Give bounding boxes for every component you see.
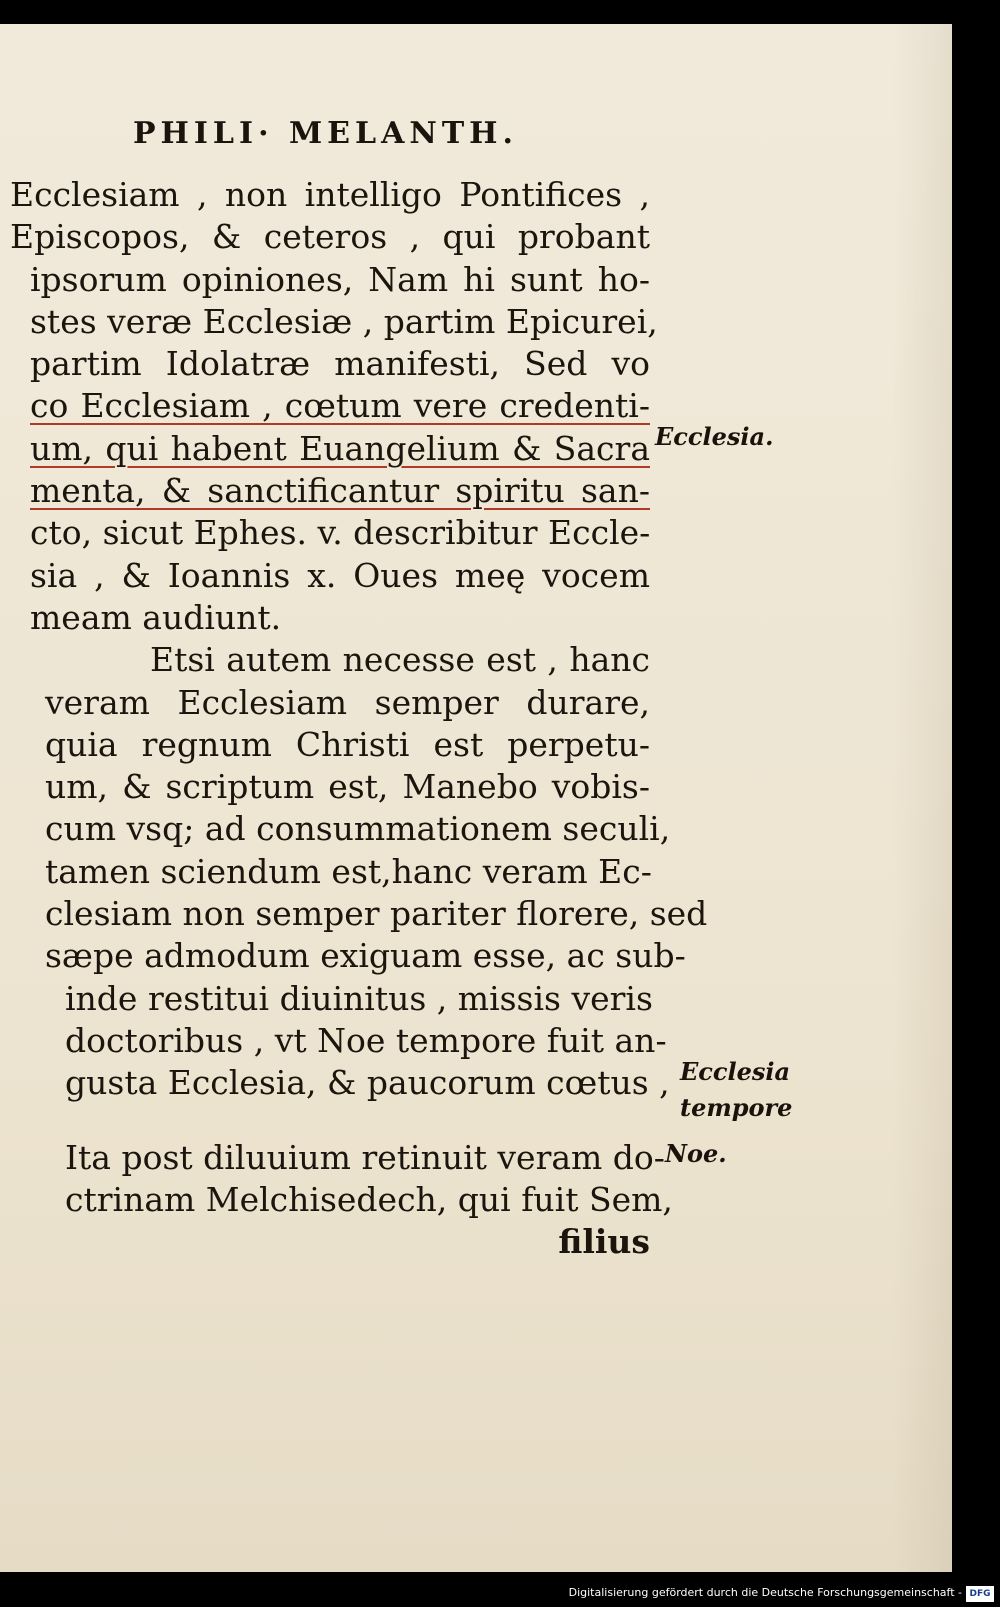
funding-credit: Digitalisierung gefördert durch die Deutsche Forschungsgemeinschaft -	[568, 1586, 962, 1599]
text-line: meam audiunt.	[30, 597, 282, 637]
dfg-logo: DFG	[966, 1586, 994, 1602]
text-line-underlined: co Ecclesiam , cœtum vere credenti-	[30, 386, 650, 426]
text-line: veram Ecclesiam semper durare,	[45, 682, 650, 722]
text-line: inde restitui diuinitus , missis veris	[65, 978, 653, 1018]
text-line: cum vsq; ad consummationem seculi,	[45, 809, 671, 849]
body-text	[10, 174, 708, 1263]
text-line-underlined: menta, & sanctificantur spiritu san-	[30, 471, 650, 511]
text-line: gusta Ecclesia, & paucorum cœtus ,	[65, 1063, 670, 1103]
text-line: Episcopos, & ceteros , qui probant	[10, 217, 650, 257]
text-line: sæpe admodum exiguam esse, ac sub-	[45, 936, 686, 976]
text-line: tamen sciendum est,hanc veram Ec-	[45, 851, 652, 891]
text-line: partim Idolatræ manifesti, Sed vo	[30, 344, 650, 384]
running-head: PHILI· MELANTH.	[133, 116, 518, 151]
text-line: cto, sicut Ephes. v. describitur Eccle-	[30, 513, 651, 553]
text-line: um, & scriptum est, Manebo vobis-	[45, 767, 650, 807]
marginal-note: Noe.	[665, 1139, 727, 1168]
marginal-note: Ecclesia	[680, 1057, 791, 1086]
text-line: quia regnum Christi est perpetu-	[45, 724, 650, 764]
text-line: Ecclesiam , non intelligo Pontifices ,	[10, 175, 650, 214]
text-line: sia , & Ioannis x. Oues meę vocem	[30, 555, 650, 595]
text-line: ipsorum opiniones, Nam hi sunt ho-	[30, 259, 650, 299]
text-line-underlined: um, qui habent Euangelium & Sacra	[30, 428, 650, 468]
text-line: ctrinam Melchisedech, qui fuit Sem,	[65, 1179, 673, 1219]
book-page	[0, 24, 952, 1572]
text-line: doctoribus , vt Noe tempore fuit an-	[65, 1020, 667, 1060]
text-line: Ita post diluuium retinuit veram do-	[65, 1137, 665, 1177]
text-line: Etsi autem necesse est , hanc	[150, 640, 650, 680]
marginal-note: Ecclesia.	[655, 422, 774, 451]
catchword: filius	[558, 1222, 650, 1262]
marginal-note: tempore	[680, 1093, 793, 1122]
text-line: stes veræ Ecclesiæ , partim Epicurei,	[30, 301, 658, 341]
text-line: clesiam non semper pariter florere, sed	[45, 894, 708, 934]
footer-bar	[0, 1583, 1000, 1607]
